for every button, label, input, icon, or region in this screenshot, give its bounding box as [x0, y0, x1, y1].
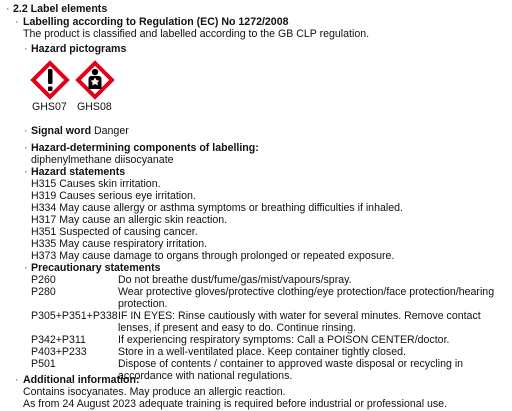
precaution-text: Store in a well-ventilated place. Keep container tightly closed. [118, 346, 406, 358]
hazard-statement: H335 May cause respiratory irritation. [31, 238, 208, 250]
bullet-dot: · [24, 166, 28, 178]
bullet-dot: · [24, 142, 28, 154]
precaution-text: If experiencing respiratory symptoms: Call a POISON CENTER/doctor. [118, 334, 450, 346]
ghs08-pictogram [75, 60, 115, 100]
exclamation-mark-icon [30, 60, 70, 100]
hazard-statement: H319 Causes serious eye irritation. [31, 190, 196, 202]
hazard-statements-heading: Hazard statements [31, 166, 126, 178]
signal-word [31, 125, 129, 138]
bullet-dot: · [6, 3, 10, 15]
signal-word-label: Signal word [31, 125, 92, 137]
hazard-statement: H373 May cause damage to organs through prolonged or repeated exposure. [31, 250, 395, 262]
hazard-statement: H334 May cause allergy or asthma symptoms or breathing difficulties if inhaled. [31, 202, 403, 214]
health-hazard-icon [75, 60, 115, 100]
labelling-regulation-title: Labelling according to Regulation (EC) No 1272/2008 [23, 16, 289, 28]
precaution-code: P305+P351+P338 [31, 310, 118, 322]
bullet-dot: · [15, 16, 19, 28]
precaution-text: Do not breathe dust/fume/gas/mist/vapours/spray. [118, 274, 352, 286]
bullet-dot: · [15, 374, 19, 386]
hazard-statement: H317 May cause an allergic skin reaction. [31, 214, 228, 226]
precaution-code: P342+P311 [31, 334, 86, 346]
precaution-text: Dispose of contents / container to approved waste disposal or recycling in [118, 358, 464, 370]
precaution-code: P501 [31, 358, 56, 370]
pictograms-heading: Hazard pictograms [31, 43, 127, 55]
bullet-dot: · [24, 125, 28, 137]
precaution-code: P403+P233 [31, 346, 87, 358]
precaution-text: protection. [118, 298, 168, 310]
precaution-code: P260 [31, 274, 56, 286]
signal-word-value: Danger [94, 125, 129, 137]
ghs08-label: GHS08 [77, 101, 112, 113]
ghs07-pictogram [30, 60, 70, 100]
precaution-text: IF IN EYES: Rinse cautiously with water for several minutes. Remove contact [118, 310, 481, 322]
precaution-code: P280 [31, 286, 56, 298]
hazard-statement: H351 Suspected of causing cancer. [31, 226, 198, 238]
hazard-components-value: diphenylmethane diisocyanate [31, 154, 174, 166]
additional-info-line: As from 24 August 2023 adequate training is required before industrial or professional use. [23, 398, 448, 410]
hazard-statement: H315 Causes skin irritation. [31, 178, 161, 190]
precaution-text: Wear protective gloves/protective clothing/eye protection/face protection/hearing [118, 286, 495, 298]
additional-info-line: Contains isocyanates. May produce an allergic reaction. [23, 386, 286, 398]
hazard-components-heading: Hazard-determining components of labelling: [31, 142, 259, 154]
bullet-dot: · [24, 262, 28, 274]
precautionary-statements-heading: Precautionary statements [31, 262, 161, 274]
labelling-text: The product is classified and labelled according to the GB CLP regulation. [23, 28, 370, 40]
precaution-text: lenses, if present and easy to do. Continue rinsing. [118, 322, 356, 334]
precaution-text: accordance with national regulations. [118, 370, 293, 382]
additional-info-heading: Additional information: [23, 374, 140, 386]
ghs07-label: GHS07 [32, 101, 67, 113]
section-title: 2.2 Label elements [13, 3, 108, 15]
bullet-dot: · [24, 43, 28, 55]
